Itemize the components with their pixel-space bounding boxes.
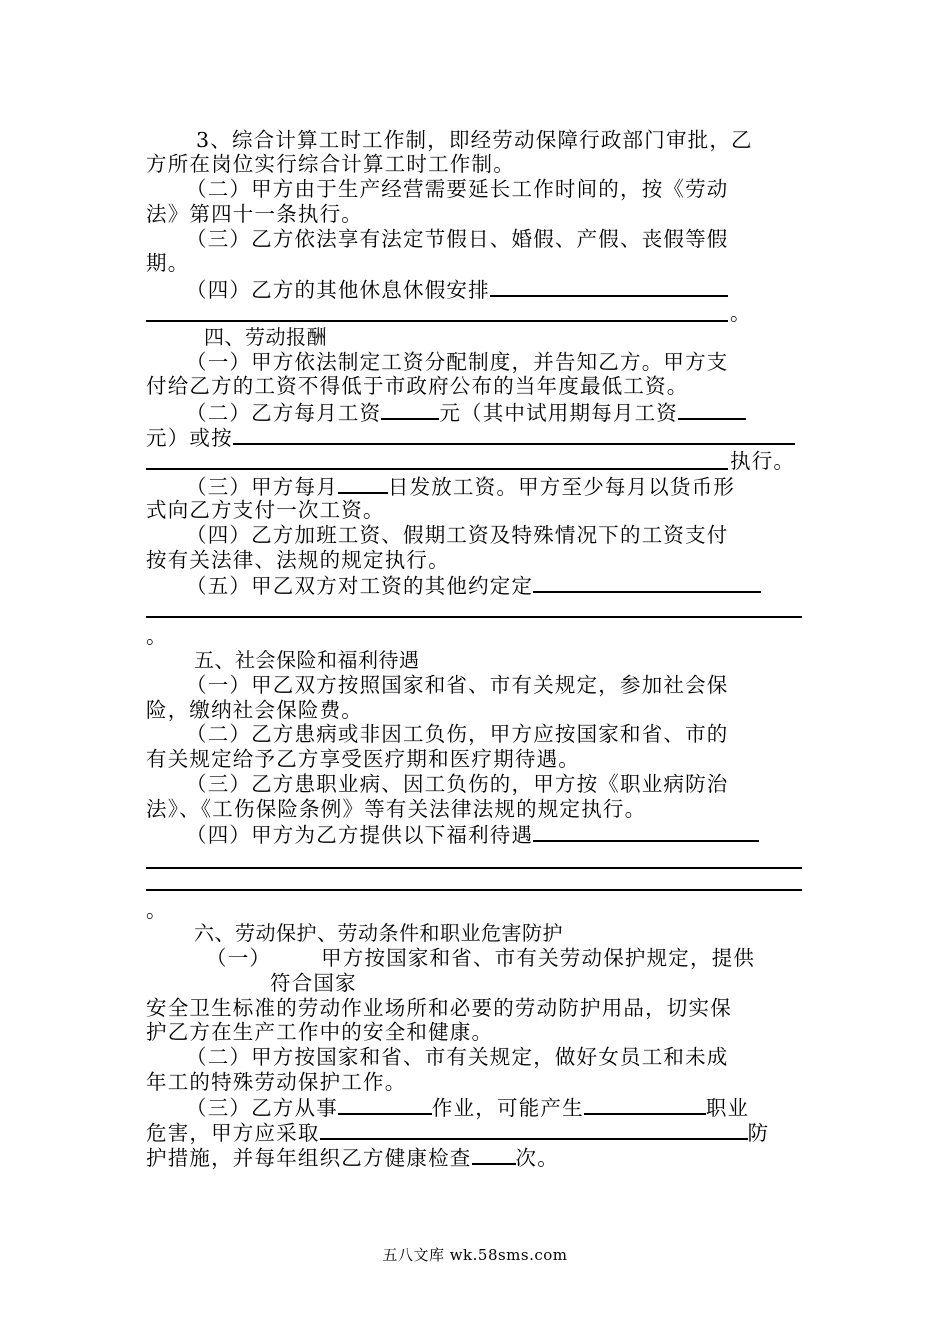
text-line [186, 1093, 749, 1121]
fill-blank[interactable] [584, 1093, 706, 1115]
fill-blank-line[interactable] [146, 320, 728, 322]
text-line [186, 472, 735, 500]
text-line: 有关规定给予乙方享受医疗期和医疗期待遇。 [146, 747, 580, 771]
text-segment: （三）乙方从事 [186, 1096, 338, 1120]
text-line: 3、综合计算工时工作制，即经劳动保障行政部门审批，乙 [196, 128, 753, 152]
text-line: （一）甲乙双方按照国家和省、市有关规定，参加社会保 [186, 673, 729, 697]
text-line [186, 820, 759, 848]
fill-blank-line[interactable] [146, 889, 802, 891]
text-segment: （四）甲方为乙方提供以下福利待遇 [186, 823, 534, 847]
text-line: （四）乙方加班工资、假期工资及特殊情况下的工资支付 [186, 523, 729, 547]
text-segment: 作业，可能产生 [431, 1096, 584, 1120]
fill-blank[interactable] [381, 398, 439, 420]
fill-blank[interactable] [533, 820, 759, 842]
footer-watermark: 五八文库 wk.58sms.com [382, 1246, 568, 1264]
text-line [186, 571, 761, 599]
text-line: 。 [730, 301, 752, 325]
text-line: 法》、《工伤保险条例》等有关法律法规的规定执行。 [146, 797, 647, 821]
section-heading: 五、社会保险和福利待遇 [194, 648, 420, 672]
text-segment: （三）甲方每月 [186, 475, 338, 499]
text-segment: 甲方按国家和省、市有关劳动保护规定，提供 [321, 946, 756, 970]
text-line: 符合国家 [270, 971, 357, 995]
section-heading: 六、劳动保护、劳动条件和职业危害防护 [194, 921, 563, 945]
text-segment: 护措施，并每年组织乙方健康检查 [146, 1146, 472, 1170]
text-line [146, 423, 795, 451]
text-line: 年工的特殊劳动保护工作。 [146, 1070, 407, 1094]
text-segment: 次。 [515, 1146, 559, 1170]
text-segment: （二）乙方每月工资 [186, 401, 382, 425]
text-line [186, 275, 728, 303]
fill-blank[interactable] [338, 472, 388, 494]
text-segment: （四）乙方的其他休息休假安排 [186, 278, 490, 302]
text-line: 按有关法律、法规的规定执行。 [146, 548, 450, 572]
text-segment: 防 [747, 1121, 770, 1145]
text-line [206, 945, 755, 971]
text-segment: 职业 [705, 1096, 750, 1120]
fill-blank[interactable] [338, 1093, 432, 1115]
fill-blank[interactable] [533, 571, 761, 593]
text-line: （一）甲方依法制定工资分配制度，并告知乙方。甲方支 [186, 350, 729, 374]
text-line: 。 [146, 624, 168, 648]
text-line: 执行。 [730, 449, 796, 473]
fill-blank-line[interactable] [146, 468, 728, 470]
text-line: （二）甲方按国家和省、市有关规定，做好女员工和未成 [186, 1045, 729, 1069]
text-line: 式向乙方支付一次工资。 [146, 498, 385, 522]
text-segment: （五）甲乙双方对工资的其他约定定 [186, 574, 534, 598]
text-line: 期。 [146, 251, 190, 275]
text-line: （二）甲方由于生产经营需要延长工作时间的，按《劳动 [186, 177, 729, 201]
text-line: （三）乙方患职业病、因工负伤的，甲方按《职业病防治 [186, 772, 729, 796]
text-line: 安全卫生标准的劳动作业场所和必要的劳动防护用品，切实保 [146, 996, 732, 1020]
fill-blank[interactable] [233, 423, 795, 445]
text-line [146, 1143, 559, 1171]
section-heading: 四、劳动报酬 [204, 325, 327, 349]
text-segment: 日发放工资。甲方至少每月以货币形 [387, 475, 736, 499]
text-line: 法》第四十一条执行。 [146, 202, 363, 226]
text-line: 。 [146, 898, 168, 922]
text-segment: 元）或按 [146, 426, 233, 450]
text-line [146, 1118, 769, 1146]
text-segment: 元（其中试用期每月工资 [439, 401, 679, 425]
fill-blank[interactable] [472, 1143, 516, 1165]
text-line: （二）乙方患病或非因工负伤，甲方应按国家和省、市的 [186, 722, 729, 746]
text-segment: 危害，甲方应采取 [146, 1121, 320, 1145]
text-line [186, 398, 746, 426]
text-line: 险，缴纳社会保险费。 [146, 698, 363, 722]
fill-blank-line[interactable] [146, 616, 802, 618]
fill-blank[interactable] [490, 275, 728, 297]
fill-blank-line[interactable] [146, 867, 802, 869]
text-line: 方所在岗位实行综合计算工时工作制。 [146, 152, 515, 176]
fill-blank[interactable] [678, 398, 746, 420]
text-line: 付给乙方的工资不得低于市政府公布的当年度最低工资。 [146, 374, 689, 398]
text-segment: （一） [206, 946, 272, 970]
text-line: （三）乙方依法享有法定节假日、婚假、产假、丧假等假 [186, 227, 729, 251]
text-line: 护乙方在生产工作中的安全和健康。 [146, 1020, 494, 1044]
fill-blank[interactable] [320, 1118, 748, 1140]
